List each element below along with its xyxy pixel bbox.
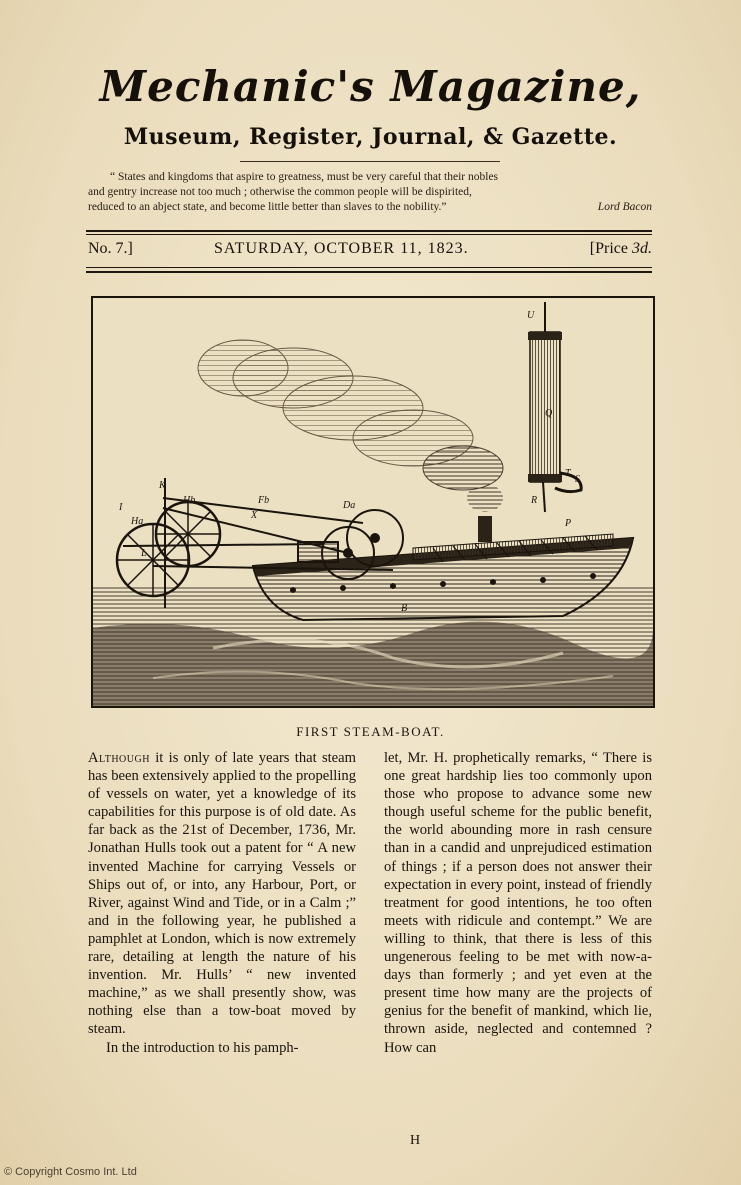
label-u: U: [527, 310, 535, 321]
steam-boat-engraving: [91, 296, 655, 708]
epigraph-line-1: “ States and kingdoms that aspire to greatness, must be very careful that their nobles: [110, 171, 499, 183]
issue-price: [590, 240, 652, 258]
magazine-subtitle: Museum, Register, Journal, & Gazette.: [123, 124, 618, 150]
label-x: X: [251, 510, 258, 521]
article-right-body: let, Mr. H. prophetically remarks, “ There is one great hardship lies too commonly upon those who propose to advance some new though useful scheme for the public benefit, the world abounding more in rash censure than in a candid and unprejudiced estimation of things ; if a person does not answer their expectation in every point, instead of friendly treatment for good intentions, he too often meets with ridicule and contempt.” We are willing to think, that there is less of this ungenerous feeling to be met with now-a-days than formerly ; and yet even at the present time how many are the projects of genius for the benefit of mankind, which lie, thrown aside, neglected and contemned ? How can: [384, 750, 652, 1056]
header-rule-thin: [86, 234, 652, 235]
label-s: S: [575, 474, 580, 485]
issue-line: [88, 240, 652, 264]
label-t: T: [565, 468, 571, 479]
label-fb: Fb: [258, 495, 270, 506]
price-value: 3d.: [632, 240, 652, 257]
label-k: K: [159, 480, 166, 491]
label-p: P: [565, 518, 572, 529]
label-l: L: [141, 548, 147, 559]
header-rule: [86, 230, 652, 232]
ornament-rule: [240, 161, 500, 162]
article-column-left: [88, 749, 356, 1057]
article-column-right: [384, 749, 652, 1057]
chimney: [478, 516, 492, 542]
article-paragraph-1: [88, 749, 356, 1039]
issue-date: SATURDAY, OCTOBER 11, 1823.: [214, 240, 469, 257]
epigraph-line-3-text: reduced to an abject state, and become little better than slaves to the nobility.”: [88, 201, 447, 213]
label-b: B: [401, 603, 408, 614]
epigraph-line-3: [88, 200, 652, 215]
label-i: I: [119, 502, 123, 513]
article-left-body: it is only of late years that steam has been extensively applied to the propelling of vessels on water, yet a knowledge of its capabilities for this purpose is of old date. As far back as the 21st of December, 1736, Mr. Jonathan Hulls took out a patent for “ A new invented Machine for carrying Vessels or Ships out of, or into, any Harbour, Port, or River, against Wind and Tide, or in a Calm ;” and in the following year, he published a pamphlet at London, which is now extremely rare, detailing at length the nature of his invention. Mr. Hulls’ “ new invented machine,” as we shall presently show, was nothing else than a tow-boat moved by steam.: [88, 750, 356, 1038]
issue-rule: [86, 271, 652, 273]
label-hb: Hb: [183, 495, 196, 506]
engraving-illustration: [93, 298, 653, 706]
label-r: R: [531, 495, 538, 506]
label-q: Q: [545, 408, 553, 419]
issue-rule-thin: [86, 267, 652, 268]
article-lead-word: Although: [88, 750, 150, 766]
price-prefix: [Price: [589, 240, 632, 257]
label-ha: Ha: [131, 516, 144, 527]
signature-mark: H: [409, 1133, 421, 1148]
epigraph-attribution: Lord Bacon: [597, 201, 652, 213]
article-paragraph-2: In the introduction to his pamph-: [106, 1039, 299, 1056]
epigraph-line-2: and gentry increase not too much ; otherwise the common people will be dispirited,: [88, 186, 472, 198]
magazine-title: Mechanic's Magazine,: [99, 62, 642, 111]
copyright-notice: © Copyright Cosmo Int. Ltd: [4, 1166, 137, 1178]
label-da: Da: [343, 500, 356, 511]
figure-caption: FIRST STEAM-BOAT.: [296, 724, 445, 739]
epigraph: [88, 170, 652, 215]
issue-number: No. 7.]: [88, 240, 133, 257]
